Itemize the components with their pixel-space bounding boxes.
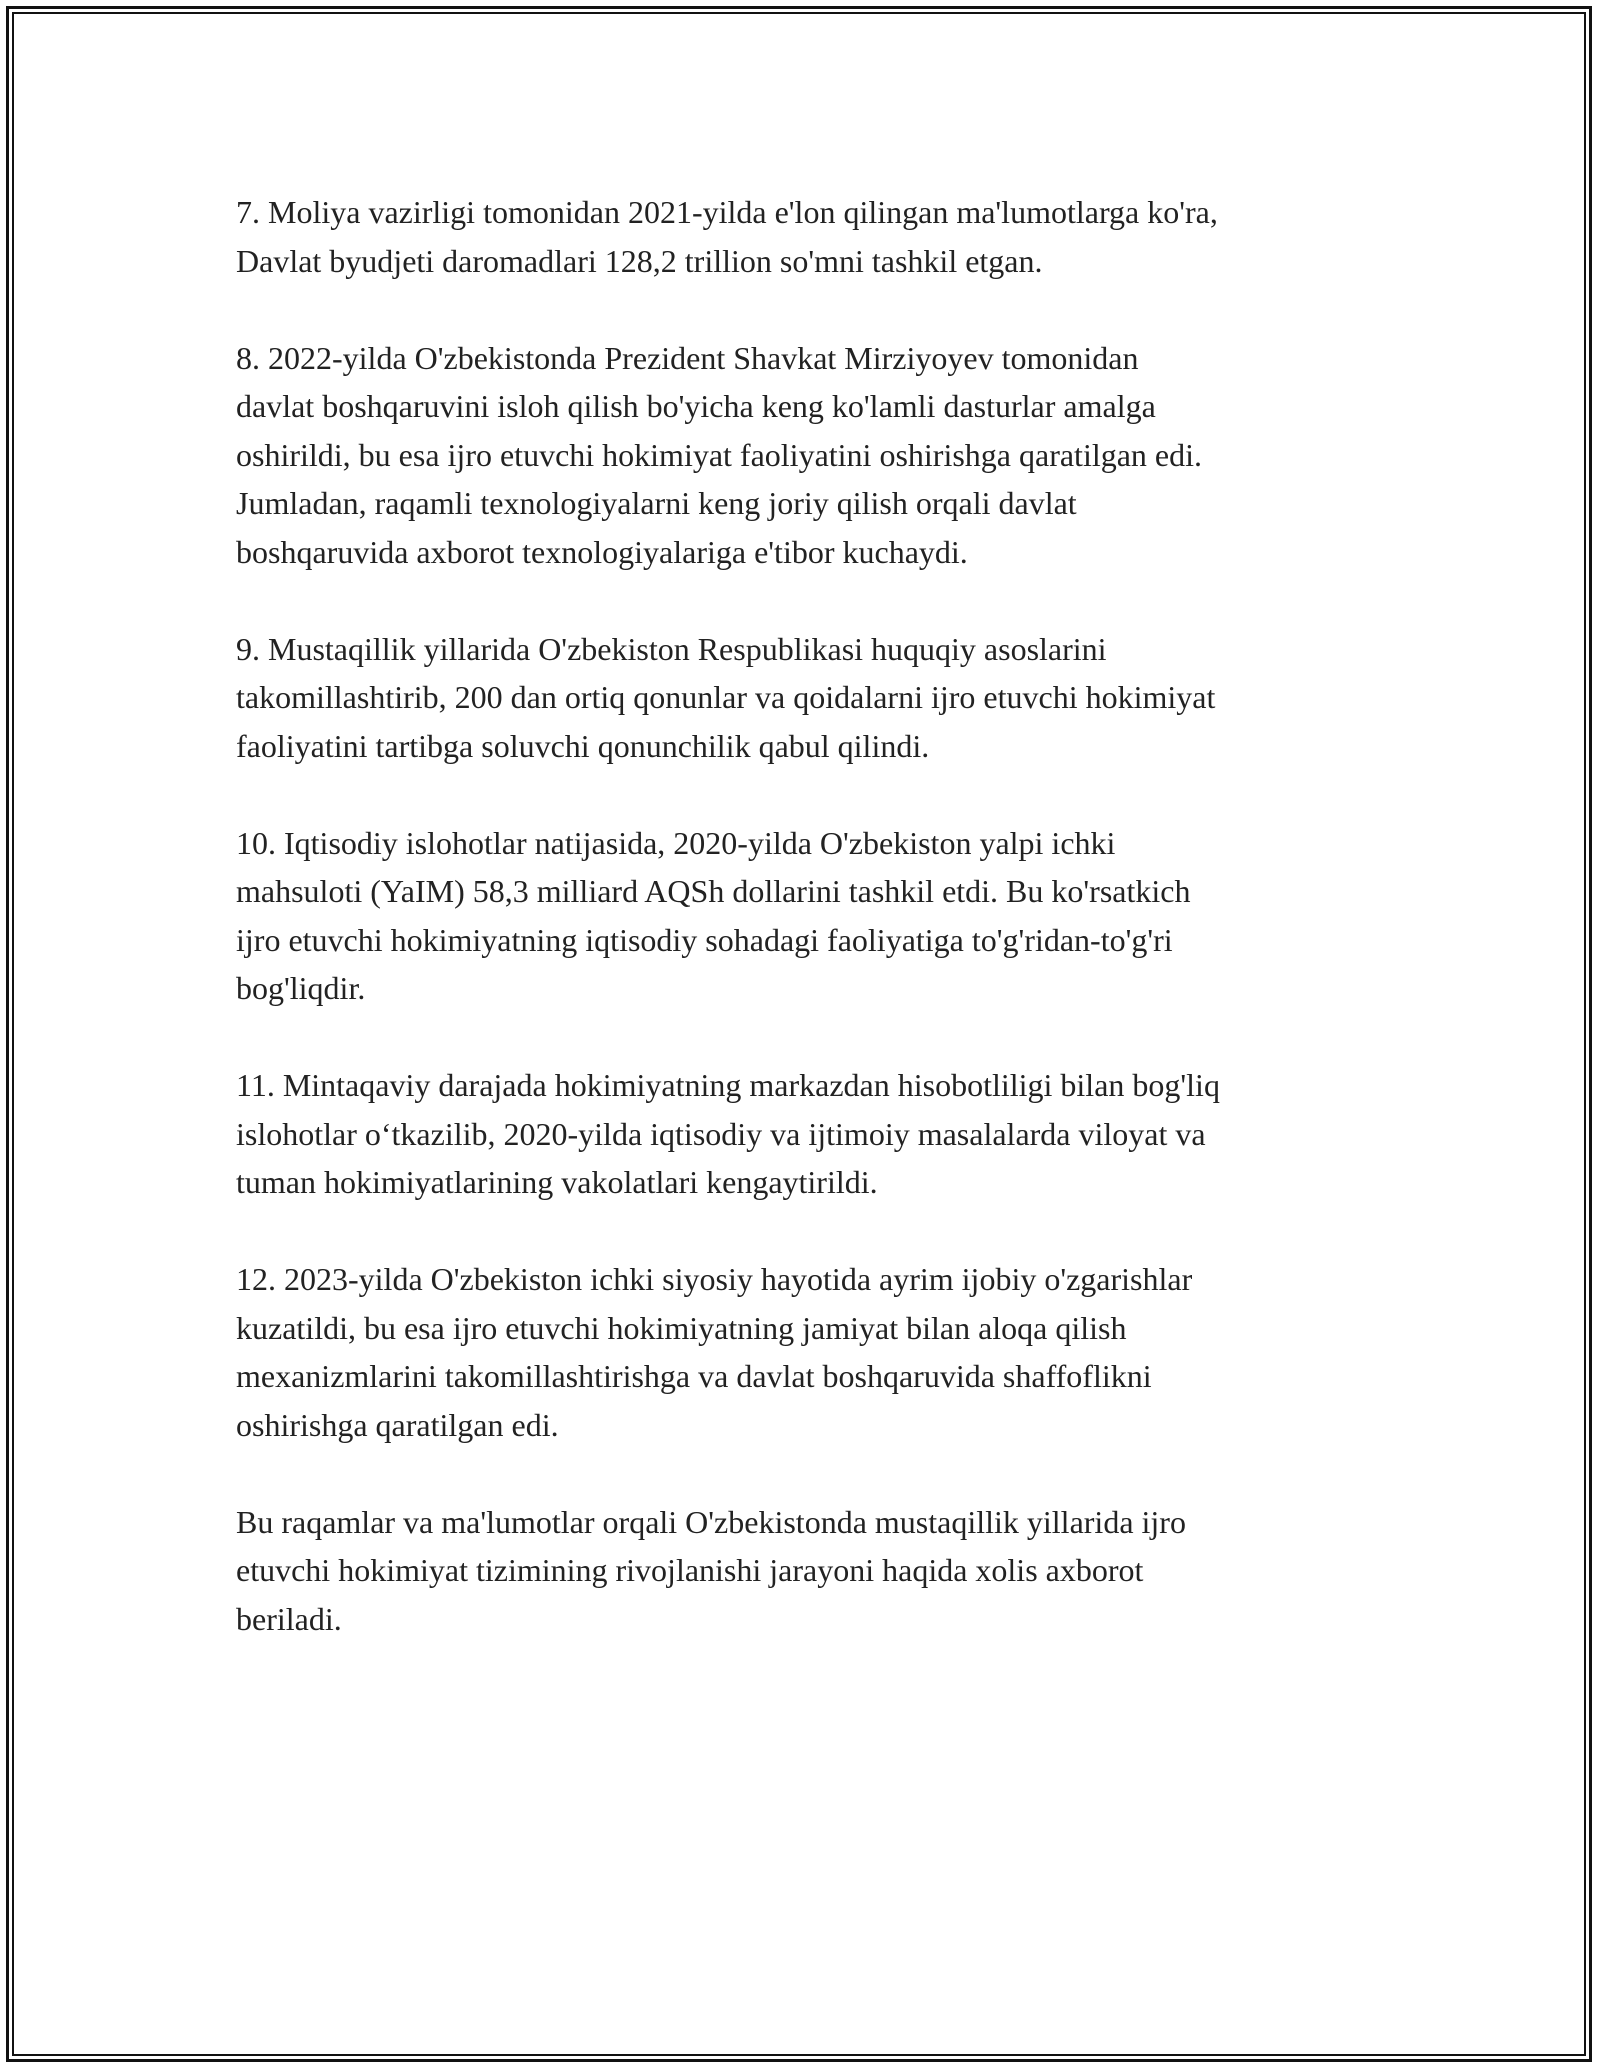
paragraph-conclusion: Bu raqamlar va ma'lumotlar orqali O'zbekistonda mustaqillik yillarida ijro etuvchi hokimiyat tizimining rivojlanishi jarayoni haqida xolis axborot beriladi.: [236, 1503, 1186, 1637]
paragraph-item-9: 9. Mustaqillik yillarida O'zbekiston Respublikasi huquqiy asoslarini takomillashtirib, 200 dan ortiq qonunlar va qoidalarni ijro etuvchi hokimiyat faoliyatini tartibga soluvchi qonunchilik qabul qilindi.: [236, 630, 1216, 764]
paragraph-item-10: 10. Iqtisodiy islohotlar natijasida, 2020-yilda O'zbekiston yalpi ichki mahsuloti (YaIM) 58,3 milliard AQSh dollarini tashkil etdi. Bu ko'rsatkich ijro etuvchi hokimiyatning iqtisodiy sohadagi faoliyatiga to'g'ridan-to'g'ri bog'liqdir.: [236, 824, 1191, 1006]
document-body: [236, 188, 1396, 1692]
paragraph-item-12: 12. 2023-yilda O'zbekiston ichki siyosiy hayotida ayrim ijobiy o'zgarishlar kuzatildi, bu esa ijro etuvchi hokimiyatning jamiyat bilan aloqa qilish mexanizmlarini takomillashtirishga va davlat boshqaruvida shaffoflikni oshirishga qaratilgan edi.: [236, 1261, 1193, 1443]
paragraph-item-11: 11. Mintaqaviy darajada hokimiyatning markazdan hisobotliligi bilan bog'liq islohotlar o‘tkazilib, 2020-yilda iqtisodiy va ijtimoiy masalalarda viloyat va tuman hokimiyatlarining vakolatlari kengaytirildi.: [236, 1067, 1220, 1200]
paragraph-item-8: 8. 2022-yilda O'zbekistonda Prezident Shavkat Mirziyoyev tomonidan davlat boshqaruvini isloh qilish bo'yicha keng ko'lamli dasturlar amalga oshirildi, bu esa ijro etuvchi hokimiyat faoliyatini oshirishga qaratilgan edi. Jumladan, raqamli texnologiyalarni keng joriy qilish orqali davlat boshqaruvida axborot texnologiyalariga e'tibor kuchaydi.: [236, 339, 1203, 570]
paragraph-item-7: 7. Moliya vazirligi tomonidan 2021-yilda e'lon qilingan ma'lumotlarga ko'ra, Davlat byudjeti daromadlari 128,2 trillion so'mni tashkil etgan.: [236, 194, 1218, 279]
